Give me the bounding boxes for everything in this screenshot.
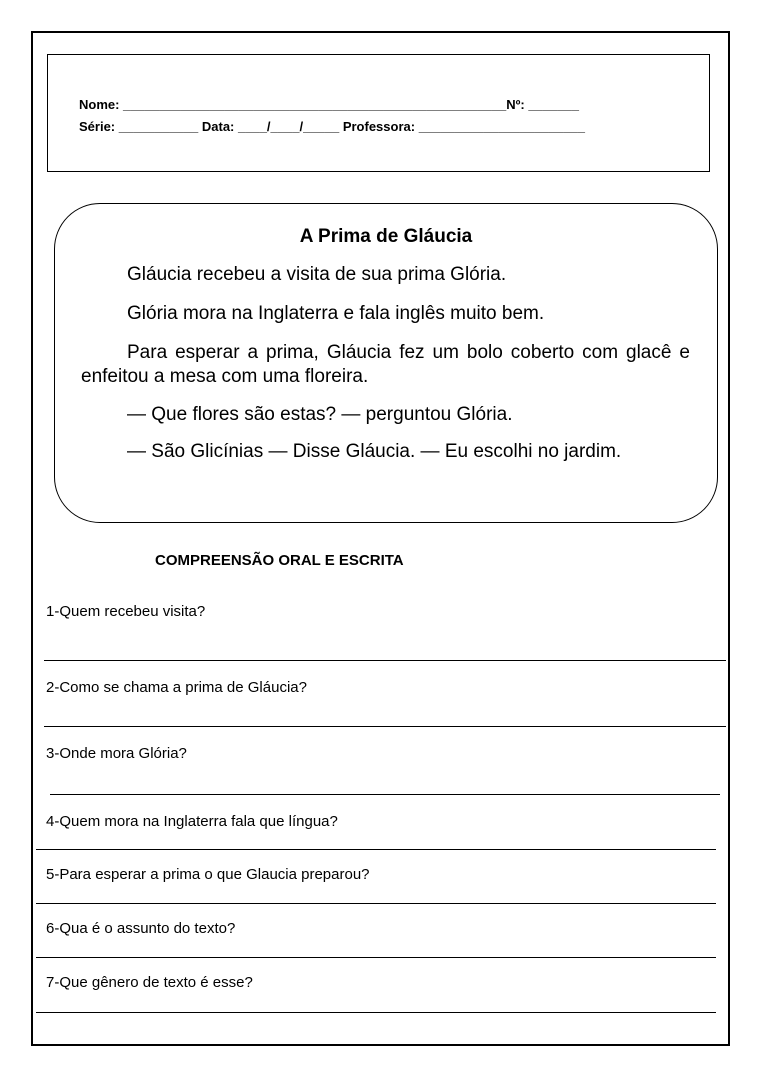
answer-line-4[interactable] [36, 849, 716, 850]
story-paragraph-4: — Que flores são estas? — perguntou Glória. [127, 404, 513, 425]
page-border [31, 31, 730, 1046]
answer-line-2[interactable] [44, 726, 726, 727]
story-paragraph-5: — São Glicínias — Disse Gláucia. — Eu escolhi no jardim. [127, 441, 622, 462]
story-title: A Prima de Gláucia [299, 226, 473, 247]
student-info-box [47, 54, 710, 172]
section-title: COMPREENSÃO ORAL E ESCRITA [155, 552, 404, 569]
question-1: 1-Quem recebeu visita? [46, 603, 206, 620]
answer-line-1[interactable] [44, 660, 726, 661]
answer-line-3[interactable] [50, 794, 720, 795]
answer-line-5[interactable] [36, 903, 716, 904]
question-3: 3-Onde mora Glória? [46, 745, 187, 762]
grade-date-teacher-line[interactable]: Série: ___________ Data: ____/____/_____ Professora: _______________________ [79, 119, 585, 134]
name-number-line[interactable]: Nome: _____________________________________________________Nº: _______ [79, 97, 579, 112]
question-6: 6-Qua é o assunto do texto? [46, 920, 236, 937]
question-5: 5-Para esperar a prima o que Glaucia preparou? [46, 866, 370, 883]
question-2: 2-Como se chama a prima de Gláucia? [46, 679, 307, 696]
answer-line-7[interactable] [36, 1012, 716, 1013]
question-4: 4-Quem mora na Inglaterra fala que língua? [46, 813, 338, 830]
story-paragraph-3: Para esperar a prima, Gláucia fez um bolo coberto com glacê e enfeitou a mesa com uma floreira. [81, 342, 690, 387]
story-paragraph-1: Gláucia recebeu a visita de sua prima Glória. [127, 264, 507, 285]
story-paragraph-2: Glória mora na Inglaterra e fala inglês muito bem. [127, 303, 545, 324]
answer-line-6[interactable] [36, 957, 716, 958]
question-7: 7-Que gênero de texto é esse? [46, 974, 253, 991]
